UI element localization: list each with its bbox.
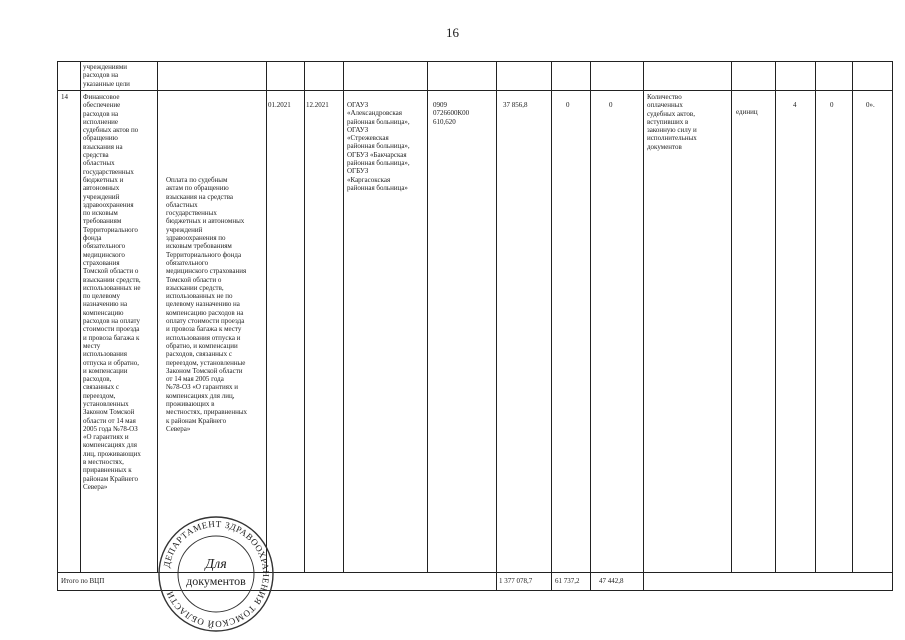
svg-text:Для: Для <box>205 557 227 572</box>
total-amount-1: 1 377 078,7 <box>499 577 533 585</box>
indicator-unit: единиц <box>736 108 758 116</box>
indicator-value-3: 0». <box>866 101 875 109</box>
total-amount-3: 47 442,8 <box>599 577 624 585</box>
indicator-value-1: 4 <box>793 101 797 109</box>
budget-code: 0909 0726600К00 610,620 <box>433 101 470 126</box>
prev-row-text: учреждениями расходов на указанные цели <box>83 63 130 88</box>
svg-text:ДЕПАРТАМЕНТ ЗДРАВООХРАНЕНИЯ ТО: ДЕПАРТАМЕНТ ЗДРАВООХРАНЕНИЯ ТОМСКОЙ ОБЛАСТИ <box>161 518 272 630</box>
start-date: 01.2021 <box>268 101 291 109</box>
amount-year-3: 0 <box>609 101 613 109</box>
amount-year-2: 0 <box>566 101 570 109</box>
executors: ОГАУЗ «Александровская районная больница», ОГАУЗ «Стрежевская районная больница», ОГБУЗ «Бакчарская районная больница», ОГБУЗ «Каргасокская районная больница» <box>347 101 410 192</box>
activity-name: Финансовое обеспечение расходов на исполнение судебных актов по обращению взыскания на средства областных государственных бюджетных и автономных учреждений здравоохранения по исковым требованиям Территориального фонда обязательного медицинского страхования Томской области о взыскании средств, использованных не по целевому назначению на компенсацию расходов на оплату стоимости проезда и провоза багажа к месту использования отпуска и обратно, и компенсации расходов, связанных с переездом, установленных Законом Томской области от 14 мая 2005 года №78-ОЗ «О гарантиях и компенсациях для лиц, проживающих в местностях, приравненных к районам Крайнего Севера» <box>83 93 141 491</box>
total-label: Итого по ВЦП <box>61 577 105 585</box>
total-amount-2: 61 737,2 <box>555 577 580 585</box>
indicator-name: Количество оплаченных судебных актов, вступивших в законную силу и исполнительных документов <box>647 93 697 151</box>
svg-text:документов: документов <box>186 574 246 588</box>
indicator-value-2: 0 <box>830 101 834 109</box>
amount-year-1: 37 856,8 <box>503 101 528 109</box>
row-number: 14 <box>61 93 68 101</box>
end-date: 12.2021 <box>306 101 329 109</box>
page-number: 16 <box>446 25 459 40</box>
department-stamp <box>156 514 276 639</box>
activity-description: Оплата по судебным актам по обращению взыскания на средства областных государственных бюджетных и автономных учреждений здравоохранения по исковым требованиям Территориального фонда обязательного медицинского страхования Томской области о взыскании средств, использованных не по целевому назначению на компенсацию расходов на оплату стоимости проезда и провоза багажа к месту использования отпуска и обратно, и компенсации расходов, связанных с переездом, установленные Законом Томской области от 14 мая 2005 года №78-ОЗ «О гарантиях и компенсациях для лиц, проживающих в местностях, приравненных к районам Крайнего Севера» <box>166 176 248 433</box>
